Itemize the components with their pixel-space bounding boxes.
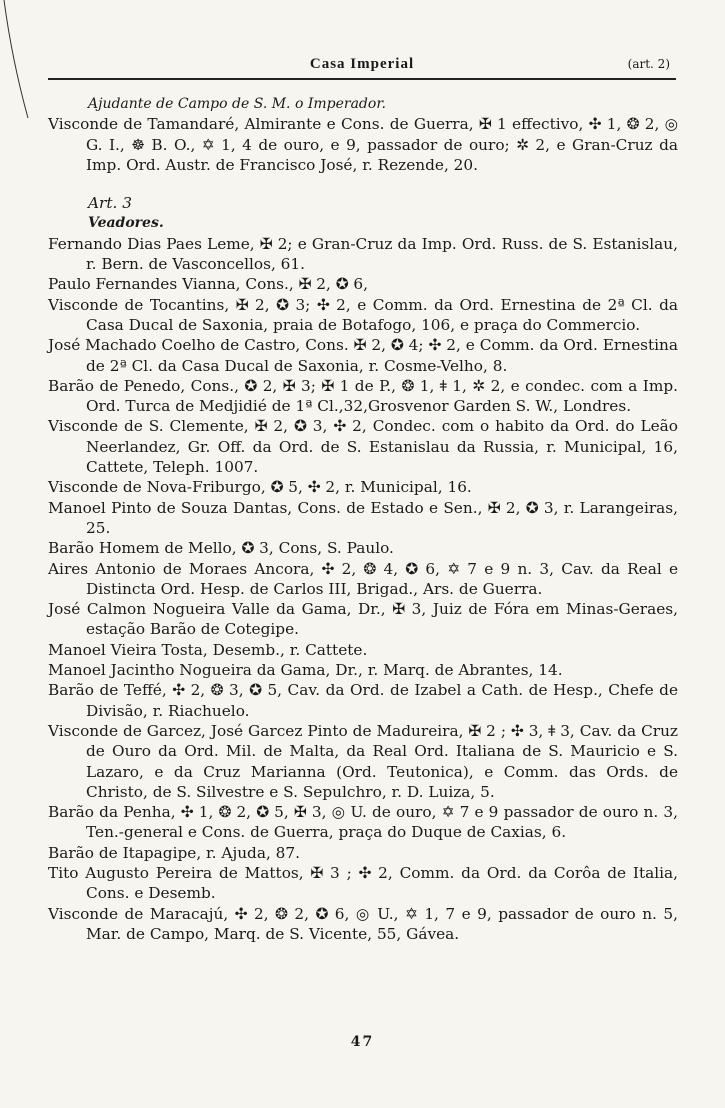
list-item: Paulo Fernandes Vianna, Cons., ✠ 2, ✪ 6, — [48, 275, 369, 294]
entries-list — [48, 234, 678, 944]
list-item: Tito Augusto Pereira de Mattos, ✠ 3 ; ✣ 2, Comm. da Ord. da Corôa de Italia, Cons. e Desemb. — [48, 863, 678, 903]
list-item: Barão de Teffé, ✣ 2, ❂ 3, ✪ 5, Cav. da Ord. de Izabel a Cath. de Hesp., Chefe de Divisão, r. Riachuelo. — [48, 681, 678, 720]
subheading: Veadores. — [88, 215, 164, 232]
entry-paragraph: Visconde de Tamandaré, Almirante e Cons. de Guerra, ✠ 1 effectivo, ✣ 1, ❂ 2, ◎ G. I., ☸ B. O., ✡ 1, 4 de ouro, e 9, passador de ouro; ✲ 2, e Gran-Cruz da Imp. Ord. Austr. de Francisco José, r. Rezende, 20. — [48, 115, 678, 174]
list-item: Barão Homem de Mello, ✪ 3, Cons, S. Paulo. — [48, 539, 394, 558]
list-item: Visconde de Tocantins, ✠ 2, ✪ 3; ✣ 2, e Comm. da Ord. Ernestina de 2ª Cl. da Casa Ducal de Saxonia, praia de Botafogo, 106, e praça do Commercio. — [48, 295, 678, 334]
article-label: Art. 3 — [88, 194, 132, 213]
margin-line — [2, 0, 32, 120]
list-item: Aires Antonio de Moraes Ancora, ✣ 2, ❂ 4, ✪ 6, ✡ 7 e 9 n. 3, Cav. da Real e Distincta Ord. Hesp. de Carlos III, Brigad., Ars. de Guerra. — [48, 559, 678, 598]
header-article-ref: (art. 2) — [627, 57, 670, 71]
header-title: Casa Imperial — [309, 56, 415, 72]
list-item: Visconde de Nova-Friburgo, ✪ 5, ✣ 2, r. Municipal, 16. — [48, 478, 472, 497]
list-item: Fernando Dias Paes Leme, ✠ 2; e Gran-Cruz da Imp. Ord. Russ. de S. Estanislau, r. Bern. de Vasconcellos, 61. — [48, 234, 678, 274]
list-item: Barão de Penedo, Cons., ✪ 2, ✠ 3; ✠ 1 de P., ❂ 1, ǂ 1, ✲ 2, e condec. com a Imp. Ord. Turca de Medjidié de 1ª Cl.,32,Grosvenor Garden S. W., Londres. — [48, 376, 678, 416]
page-number: 47 — [350, 1034, 375, 1050]
list-item: José Calmon Nogueira Valle da Gama, Dr., ✠ 3, Juiz de Fóra em Minas-Geraes, estação Barão de Cotegipe. — [48, 600, 678, 639]
list-item: Visconde de Maracajú, ✣ 2, ❂ 2, ✪ 6, ◎ U., ✡ 1, 7 e 9, passador de ouro n. 5, Mar. de Campo, Marq. de S. Vicente, 55, Gávea. — [48, 904, 678, 943]
list-item: Manoel Pinto de Souza Dantas, Cons. de Estado e Sen., ✠ 2, ✪ 3, r. Larangeiras, 25. — [48, 498, 678, 537]
list-item: Barão de Itapagipe, r. Ajuda, 87. — [48, 843, 301, 862]
document-body — [48, 94, 678, 944]
list-item: Visconde de S. Clemente, ✠ 2, ✪ 3, ✣ 2, Condec. com o habito da Ord. do Leão Neerlandez, Gr. Off. da Ord. de S. Estanislau da Russia, r. Municipal, 16, Cattete, Teleph. 1007. — [48, 417, 678, 477]
list-item: José Machado Coelho de Castro, Cons. ✠ 2, ✪ 4; ✣ 2, e Comm. da Ord. Ernestina de 2ª Cl. da Casa Ducal de Saxonia, r. Cosme-Velho, 8. — [48, 336, 678, 375]
list-item: Manoel Jacintho Nogueira da Gama, Dr., r. Marq. de Abrantes, 14. — [48, 661, 563, 680]
list-item: Visconde de Garcez, José Garcez Pinto de Madureira, ✠ 2 ; ✣ 3, ǂ 3, Cav. da Cruz de Ouro da Ord. Mil. de Malta, da Real Ord. Italiana de S. Mauricio e S. Lazaro, e da Cruz Marianna (Ord. Teutonica), e Comm. das Ords. de Christo, de S. Silvestre e S. Sepulchro, r. D. Luiza, 5. — [48, 721, 678, 801]
running-header — [48, 54, 676, 80]
section-heading: Ajudante de Campo de S. M. o Imperador. — [88, 96, 386, 112]
list-item: Manoel Vieira Tosta, Desemb., r. Cattete. — [48, 640, 368, 659]
list-item: Barão da Penha, ✣ 1, ❂ 2, ✪ 5, ✠ 3, ◎ U. de ouro, ✡ 7 e 9 passador de ouro n. 3, Ten.-general e Cons. de Guerra, praça do Duque de Caxias, 6. — [48, 803, 678, 842]
